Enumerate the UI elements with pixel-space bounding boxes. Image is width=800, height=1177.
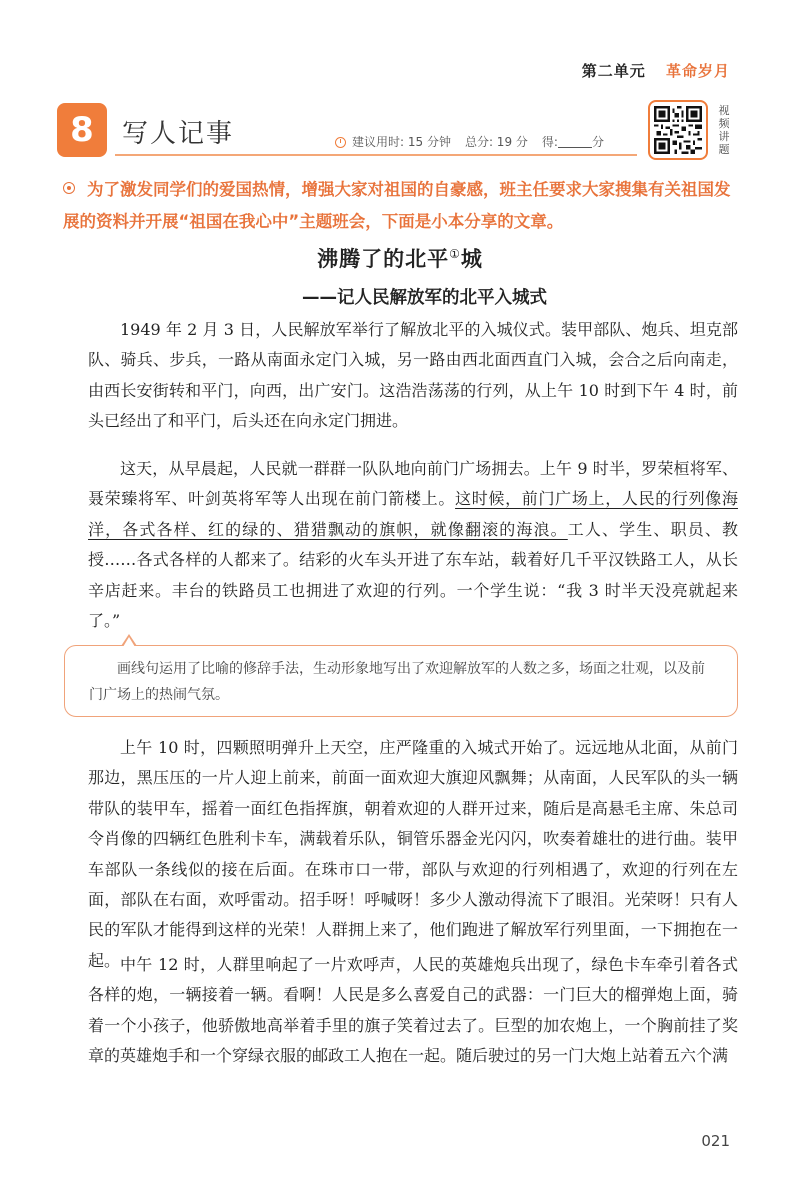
article-title-main: 沸腾了的北平	[317, 247, 450, 271]
underlined-sentence: 这时候，前门广场上，人民的行列像海洋，各式各样、红的绿的、猎猎飘动的旗帜，就像翻滚的海浪。	[88, 489, 738, 539]
score-blank[interactable]	[558, 137, 592, 148]
lesson-number-badge: 8	[57, 103, 107, 157]
lesson-bar	[57, 103, 637, 159]
paragraph-2-end: 工人、学生、职员、教授……各式各样的人都来了。结彩的火车头开进了东车站，载着好几千平汉铁路工人，从长辛店赶来。丰台的铁路员工也拥进了欢迎的行列。一个学生说：“我 3 时半天没亮就起来了。”	[88, 519, 738, 631]
unit-theme: 革命岁月	[665, 62, 730, 80]
suggested-time: 建议用时: 15 分钟	[352, 135, 451, 149]
paragraph-1: 1949 年 2 月 3 日，人民解放军举行了解放北平的入城仪式。装甲部队、炮兵、坦克部队、骑兵、步兵，一路从南面永定门入城，另一路由西北面西直门入城，会合之后向南走，由西长安街转和平门，向西，出广安门。这浩浩荡荡的行列，从上午 10 时到下午 4 时，前头已经出了和平门，后头还在向永定门拥进。	[88, 320, 738, 431]
intro-prompt	[63, 174, 743, 238]
score-got-unit: 分	[591, 135, 604, 149]
paragraph-2	[88, 454, 738, 636]
annotation-box	[64, 645, 738, 717]
video-explanation-label: 视频讲题	[718, 104, 730, 156]
article-title	[0, 243, 800, 273]
bullet-icon	[63, 182, 75, 194]
article-subtitle: ——记人民解放军的北平入城式	[302, 288, 547, 308]
paragraph-3: 上午 10 时，四颗照明弹升上天空，庄严隆重的入城式开始了。远远地从北面，从前门那边，黑压压的一片人迎上前来，前面一面欢迎大旗迎风飘舞；从南面，人民军队的头一辆带队的装甲车，摇着一面红色指挥旗，朝着欢迎的人群开过来，随后是高悬毛主席、朱总司令肖像的四辆红色胜利卡车，满载着乐队，铜管乐器金光闪闪，吹奏着雄壮的进行曲。装甲车部队一条线似的接在后面。在珠市口一带，部队与欢迎的行列相遇了，欢迎的行列在左面，部队在右面，欢呼雷动。招手呀！呼喊呀！多少人激动得流下了眼泪。光荣呀！只有人民的军队才能得到这样的光荣！人群拥上来了，他们跑进了解放军行列里面，一下拥抱在一起。	[88, 738, 738, 970]
clock-icon	[335, 137, 346, 148]
intro-text: 为了激发同学们的爱国热情，增强大家对祖国的自豪感，班主任要求大家搜集有关祖国发展的资料并开展“祖国在我心中”主题班会，下面是小本分享的文章。	[63, 180, 731, 231]
unit-name: 第二单元	[581, 62, 646, 80]
score-got-label: 得:	[541, 135, 558, 149]
lesson-underline	[115, 154, 637, 156]
total-score: 总分: 19 分	[464, 135, 528, 149]
footnote-marker: ①	[449, 247, 461, 261]
unit-header	[582, 60, 730, 81]
qr-code-icon[interactable]	[654, 106, 702, 154]
lesson-meta	[335, 133, 604, 150]
qr-code-frame[interactable]	[648, 100, 708, 160]
page-number: 021	[701, 1132, 730, 1150]
article-title-end: 城	[460, 247, 483, 271]
annotation-text: 画线句运用了比喻的修辞手法，生动形象地写出了欢迎解放军的人数之多，场面之壮观，以及前门广场上的热闹气氛。	[89, 661, 705, 703]
paragraph-2-start: 这天，从早晨起，人民就一群群一队队地向前门广场拥去。上午 9 时半，罗荣桓将军、聂荣臻将军、叶剑英将军等人出现在前门箭楼上。	[88, 459, 738, 509]
paragraph-4: 中午 12 时，人群里响起了一片欢呼声，人民的英雄炮兵出现了，绿色卡车牵引着各式各样的炮，一辆接着一辆。看啊！人民是多么喜爱自己的武器：一门巨大的榴弹炮上面，骑着一个小孩子，他骄傲地高举着手里的旗子笑着过去了。巨型的加农炮上，一个胸前挂了奖章的英雄炮手和一个穿绿衣服的邮政工人抱在一起。随后驶过的另一门大炮上站着五六个满	[88, 955, 738, 1066]
lesson-title: 写人记事	[122, 119, 235, 149]
